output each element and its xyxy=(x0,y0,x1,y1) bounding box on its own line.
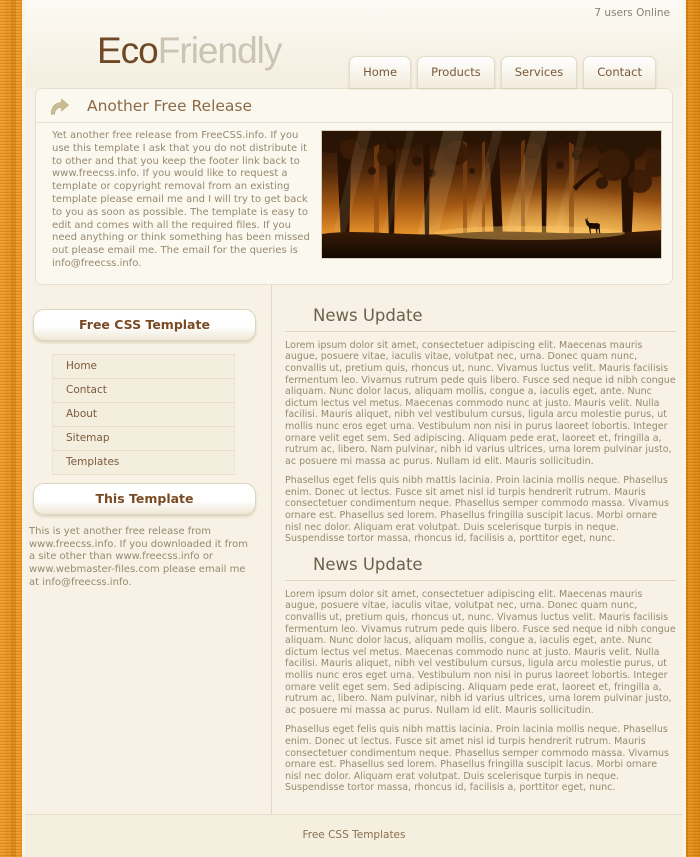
sidebar-link-templates[interactable]: Templates xyxy=(66,455,120,468)
sidebar-link-about[interactable]: About xyxy=(66,407,98,420)
news-section-1-paragraph-1: Lorem ipsum dolor sit amet, consectetuer adipiscing elit. Maecenas mauris augue, posuere vitae, iaculis vitae, volutpat nec, urna. Donec quam nunc, convallis ut, pretium quis, rhoncus ut, nunc. Vivamus luctus velit. Mauris facilisis fermentum leo. Vivamus rutrum pede quis libero. Fusce sed neque id nibh congue aliquam. Nunc dolor lacus, aliquam mollis, congue a, iaculis eget, ante. Nunc dictum lectus vel metus. Maecenas commodo nunc at justo. Mauris velit. Nulla facilisi. Mauris aliquet, nibh vel vestibulum cursus, ligula arcu molestie purus, ut mollis nunc eros eget urna. Vestibulum non nisi in purus laoreet lobortis. Integer ornare velit eget sem. Sed adipiscing. Aliquam pede erat, laoreet et, fringilla a, rutrum ac, libero. Nam pulvinar, nibh id varius ultrices, urna lorem pulvinar justo, ac posuere mi massa ac purus. Nullam id elit. Mauris sollicitudin. xyxy=(285,339,676,467)
footer xyxy=(25,814,683,857)
news-section-2-paragraph-2: Phasellus eget felis quis nibh mattis lacinia. Proin lacinia mollis neque. Phasellus enim. Donec ut lectus. Fusce sit amet nisl id turpis hendrerit rutrum. Mauris consectetuer condimentum neque. Phasellus semper commodo massa. Vivamus ornare est. Phasellus sed lorem. Phasellus fringilla suscipit lacus. Morbi ornare nisl nec dolor. Aliquam erat volutpat. Duis scelerisque turpis in neque. Suspendisse tortor massa, rhoncus id, facilisis a, porttitor eget, nunc. xyxy=(285,724,669,794)
header xyxy=(25,0,683,88)
intro-text: Yet another free release from FreeCSS.info. If you use this template I ask that you do not distribute it to other and that you keep the footer link back to www.freecss.info. If you would like to request a template or copyright removal from an existing template please email me and I will try to get back to you as soon as possible. The template is easy to edit and comes with all the required files. If you need anything or think something has been missed out please email me. The email for the queries is info@freecss.info. xyxy=(52,130,310,269)
news-section-2-title: News Update xyxy=(313,554,423,574)
sidebar-menu-title: Free CSS Template xyxy=(33,309,256,341)
sidebar-item-home[interactable] xyxy=(52,355,235,379)
logo-text-secondary: Friendly xyxy=(157,30,282,71)
sidebar-template-title: This Template xyxy=(33,483,256,515)
sidebar-item-about[interactable] xyxy=(52,403,235,427)
news-section-2-header xyxy=(285,555,676,581)
news-section-1-header xyxy=(285,306,676,332)
intro-panel xyxy=(35,88,673,285)
sidebar-template-text: This is yet another free release from www.freecss.info. If you downloaded it from a site other than www.freecss.info or www.webmaster-files.com please email me at info@freecss.info. xyxy=(29,525,248,588)
news-section-1-paragraph-2: Phasellus eget felis quis nibh mattis lacinia. Proin lacinia mollis neque. Phasellus enim. Donec ut lectus. Fusce sit amet nisl id turpis hendrerit rutrum. Mauris consectetuer condimentum neque. Phasellus semper commodo massa. Vivamus ornare est. Phasellus sed lorem. Phasellus fringilla suscipit lacus. Morbi ornare nisl nec dolor. Aliquam erat volutpat. Duis scelerisque turpis in neque. Suspendisse tortor massa, rhoncus id, facilisis a, porttitor eget, nunc. xyxy=(285,475,669,545)
sidebar-link-sitemap[interactable]: Sitemap xyxy=(66,431,110,444)
news-section-1-title: News Update xyxy=(313,305,423,325)
nav-tab-contact[interactable]: Contact xyxy=(583,56,656,88)
forest-photo xyxy=(321,130,662,259)
logo-text-primary: Eco xyxy=(97,30,158,71)
intro-title: Another Free Release xyxy=(87,97,253,115)
intro-panel-body xyxy=(36,123,672,284)
users-online-status: 7 users Online xyxy=(594,7,670,19)
news-section-2-paragraph-1: Lorem ipsum dolor sit amet, consectetuer adipiscing elit. Maecenas mauris augue, posuere vitae, iaculis vitae, volutpat nec, urna. Donec quam nunc, convallis ut, pretium quis, rhoncus ut, nunc. Vivamus luctus velit. Mauris facilisis fermentum leo. Vivamus rutrum pede quis libero. Fusce sed neque id nibh congue aliquam. Nunc dolor lacus, aliquam mollis, congue a, iaculis eget, ante. Nunc dictum lectus vel metus. Maecenas commodo nunc at justo. Mauris velit. Nulla facilisi. Mauris aliquet, nibh vel vestibulum cursus, ligula arcu molestie purus, ut mollis nunc eros eget urna. Vestibulum non nisi in purus laoreet lobortis. Integer ornare velit eget sem. Sed adipiscing. Aliquam pede erat, laoreet et, fringilla a, rutrum ac, libero. Nam pulvinar, nibh id varius ultrices, urna lorem pulvinar justo, ac posuere mi massa ac purus. Nullam id elit. Mauris sollicitudin. xyxy=(285,588,676,716)
sidebar-item-contact[interactable] xyxy=(52,379,235,403)
nav-tab-services[interactable]: Services xyxy=(501,56,578,88)
curved-arrow-icon xyxy=(49,98,70,115)
site-logo[interactable] xyxy=(97,30,281,72)
nav-tab-products[interactable]: Products xyxy=(417,56,495,88)
main-nav xyxy=(349,56,656,88)
news-section-1 xyxy=(285,306,676,545)
footer-credit-link[interactable]: Free CSS Templates xyxy=(302,828,406,841)
content xyxy=(25,285,683,814)
nav-tab-home[interactable]: Home xyxy=(349,56,411,88)
sidebar-link-home[interactable]: Home xyxy=(66,359,98,372)
news-section-2 xyxy=(285,555,676,794)
sidebar-item-sitemap[interactable] xyxy=(52,427,235,451)
sidebar-item-templates[interactable] xyxy=(52,451,235,475)
page xyxy=(22,0,686,857)
sidebar-link-contact[interactable]: Contact xyxy=(66,383,107,396)
main-column xyxy=(272,285,683,814)
sidebar xyxy=(25,285,272,814)
intro-panel-header xyxy=(36,89,672,123)
sidebar-menu xyxy=(52,354,235,475)
